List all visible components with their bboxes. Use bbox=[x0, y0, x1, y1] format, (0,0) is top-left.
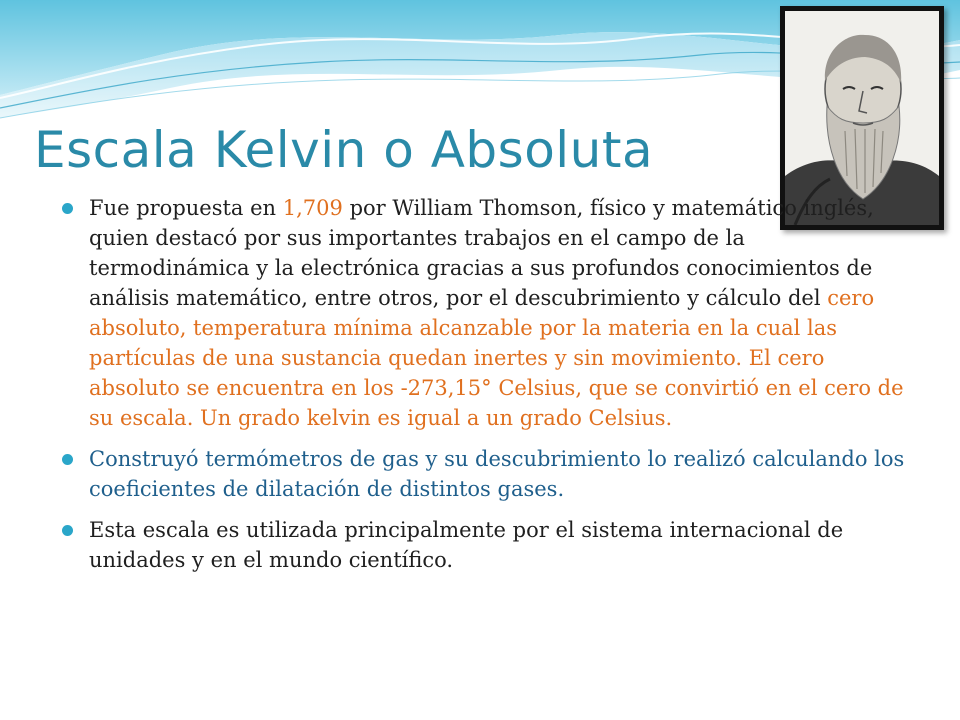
bullet-description: por William Thomson, físico y matemático inglés, quien destacó por sus importantes trabajos en el campo de la termodinámica y la electrónica gracias a sus profundos conocimientos de análisis matemático, entre otros, por el descubrimiento y cálculo del bbox=[89, 196, 874, 310]
bullet-dot-icon bbox=[62, 203, 73, 214]
bullet-text: Esta escala es utilizada principalmente por el sistema internacional de unidades y en el mundo científico. bbox=[89, 518, 844, 572]
bullet-text: Construyó termómetros de gas y su descubrimiento lo realizó calculando los coeficientes de dilatación de distintos gases. bbox=[89, 447, 905, 501]
slide-title: Escala Kelvin o Absoluta bbox=[34, 121, 654, 179]
bullet-absolute-zero: cero absoluto, temperatura mínima alcanzable por la materia en la cual las partículas de una sustancia quedan inertes y sin movimiento. El cero absoluto se encuentra en los -273,15° Celsius, que se convirtió en el cero de su escala. Un grado kelvin es igual a un grado Celsius. bbox=[89, 286, 904, 430]
bullet-dot-icon bbox=[62, 525, 73, 536]
bullet-history bbox=[62, 193, 912, 433]
bullet-year: 1,709 bbox=[282, 196, 343, 220]
bullet-thermometers bbox=[62, 444, 912, 504]
bullet-intro: Fue propuesta en bbox=[89, 196, 283, 220]
bullet-list bbox=[62, 193, 912, 586]
bullet-usage bbox=[62, 515, 912, 575]
bullet-dot-icon bbox=[62, 454, 73, 465]
